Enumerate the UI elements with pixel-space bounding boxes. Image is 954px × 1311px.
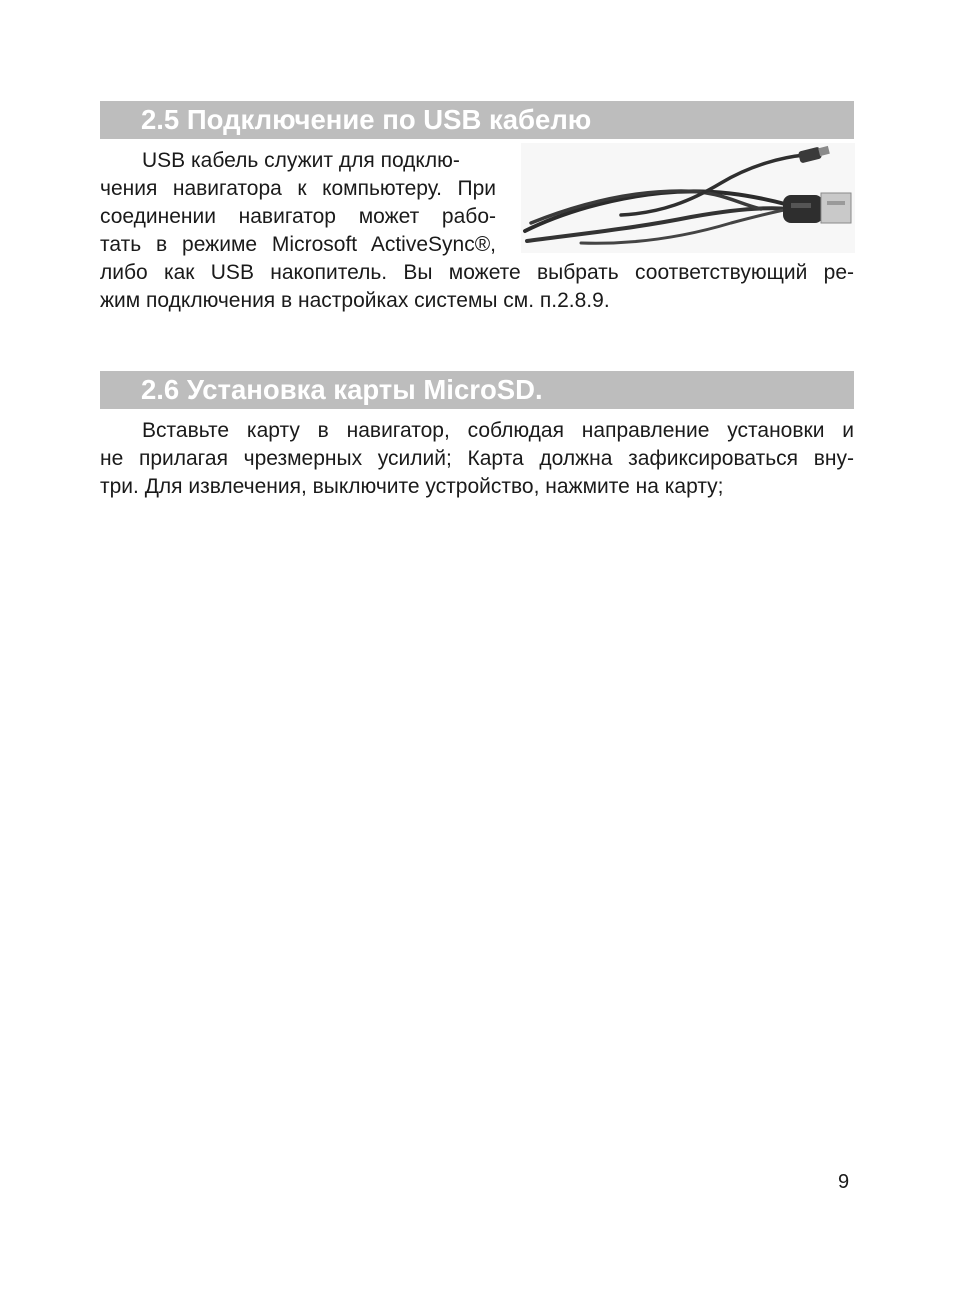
section-title-usb: 2.5 Подключение по USB кабелю xyxy=(141,104,592,135)
usb-text-line-3: соединении навигатор может рабо- xyxy=(100,205,496,228)
microsd-text-line-2: не прилагая чрезмерных усилий; Карта должна зафиксироваться вну- xyxy=(100,447,854,470)
usb-cable-image xyxy=(521,143,855,253)
usb-cable-icon xyxy=(521,143,855,253)
usb-text-line-2: чения навигатора к компьютеру. При xyxy=(100,177,496,200)
usb-text-line-6: жим подключения в настройках системы см. п.2.8.9. xyxy=(100,289,610,312)
microsd-text-line-3: три. Для извлечения, выключите устройство, нажмите на карту; xyxy=(100,475,724,498)
usb-text-line-5: либо как USB накопитель. Вы можете выбрать соответствующий ре- xyxy=(100,261,854,284)
section-header-usb xyxy=(100,101,854,139)
microsd-text-line-1: Вставьте карту в навигатор, соблюдая направление установки и xyxy=(142,419,854,442)
usb-text-line-4: тать в режиме Microsoft ActiveSync®, xyxy=(100,233,496,256)
section-header-microsd xyxy=(100,371,854,409)
page-number: 9 xyxy=(838,1171,850,1193)
section-title-microsd: 2.6 Установка карты MicroSD. xyxy=(141,374,543,405)
usb-text-line-1: USB кабель служит для подклю- xyxy=(142,149,460,172)
